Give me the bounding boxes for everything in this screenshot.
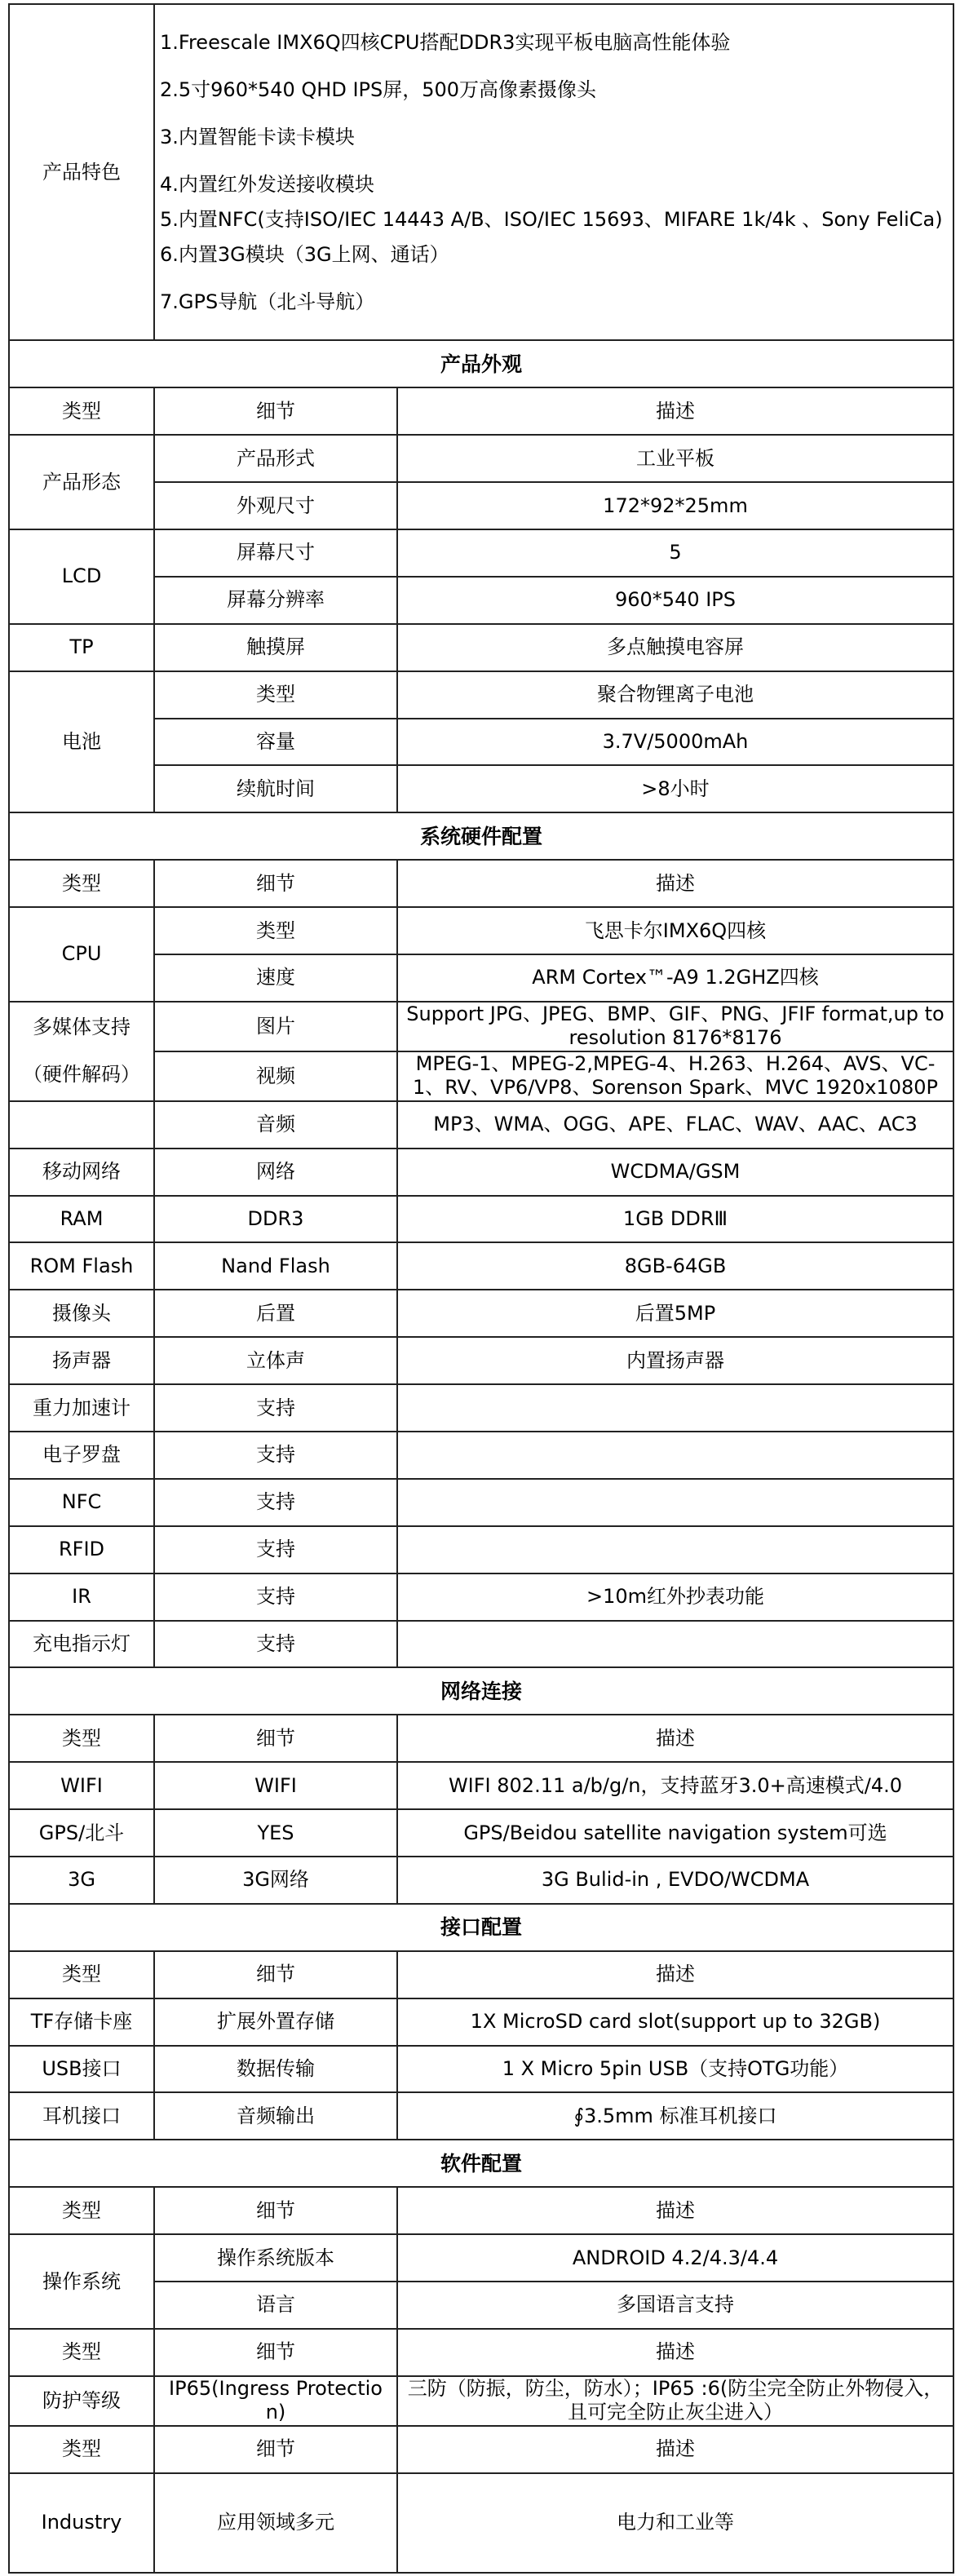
features-label: 产品特色 (9, 4, 154, 340)
desc-cell (397, 1432, 953, 1479)
features-list (154, 4, 953, 340)
desc-cell (397, 1384, 953, 1432)
type-cell: 扬声器 (9, 1337, 154, 1384)
desc-cell: ∮3.5mm 标准耳机接口 (397, 2092, 953, 2140)
detail-cell: 立体声 (154, 1337, 397, 1384)
desc-cell: 960*540 IPS (397, 577, 953, 624)
feature-item: 5.内置NFC(支持ISO/IEC 14443 A/B、ISO/IEC 15693、MIFARE 1k/4k 、Sony FeliCa) (160, 208, 943, 232)
section-row (9, 812, 953, 860)
section-row (9, 1904, 953, 1951)
table-row (9, 1526, 953, 1573)
header-desc: 描述 (397, 1715, 953, 1762)
media-type-line1: 多媒体支持 (33, 1016, 131, 1039)
feature-item: 1.Freescale IMX6Q四核CPU搭配DDR3实现平板电脑高性能体验 (160, 31, 731, 55)
table-row (9, 1002, 953, 1051)
type-cell: 重力加速计 (9, 1384, 154, 1432)
header-row (9, 1715, 953, 1762)
media-audio-spacer (9, 1101, 154, 1149)
detail-cell: 速度 (154, 954, 397, 1002)
detail-cell: 音频输出 (154, 2092, 397, 2140)
header-row (9, 1951, 953, 1998)
section-row (9, 340, 953, 387)
type-cell: WIFI (9, 1762, 154, 1809)
detail-cell: 支持 (154, 1479, 397, 1526)
header-type: 类型 (9, 387, 154, 435)
desc-cell: MPEG-1、MPEG-2,MPEG-4、H.263、H.264、AVS、VC-1、RV、VP6/VP8、Sorenson Spark、MVC 1920x1080P (397, 1051, 953, 1101)
detail-cell: 支持 (154, 1526, 397, 1573)
section-row (9, 1667, 953, 1715)
table-row (9, 1479, 953, 1526)
desc-cell: >8小时 (397, 765, 953, 812)
desc-cell: 内置扬声器 (397, 1337, 953, 1384)
spec-table (8, 3, 954, 2574)
desc-cell: 多点触摸电容屏 (397, 624, 953, 671)
desc-cell: 3.7V/5000mAh (397, 719, 953, 766)
desc-cell: 1X MicroSD card slot(support up to 32GB) (397, 1998, 953, 2046)
header-detail: 细节 (154, 2187, 397, 2234)
detail-cell: 网络 (154, 1149, 397, 1196)
detail-cell: 数据传输 (154, 2046, 397, 2093)
section-row (9, 2140, 953, 2187)
type-cell: 操作系统 (9, 2234, 154, 2329)
detail-cell: 外观尺寸 (154, 482, 397, 529)
desc-cell: 工业平板 (397, 435, 953, 482)
header-detail: 细节 (154, 2329, 397, 2376)
table-row (9, 1337, 953, 1384)
detail-cell: 支持 (154, 1384, 397, 1432)
type-cell: TP (9, 624, 154, 671)
desc-cell: 1 X Micro 5pin USB（支持OTG功能） (397, 2046, 953, 2093)
header-detail: 细节 (154, 1951, 397, 1998)
type-cell: 摄像头 (9, 1290, 154, 1337)
header-detail: 细节 (154, 2426, 397, 2473)
desc-cell: 聚合物锂离子电池 (397, 671, 953, 719)
desc-cell: 172*92*25mm (397, 482, 953, 529)
header-type: 类型 (9, 2329, 154, 2376)
header-desc: 描述 (397, 860, 953, 907)
table-row (9, 2376, 953, 2426)
section-title-interface: 接口配置 (9, 1904, 953, 1951)
detail-cell: WIFI (154, 1762, 397, 1809)
table-row (9, 529, 953, 577)
header-type: 类型 (9, 2426, 154, 2473)
table-row (9, 2092, 953, 2140)
table-row (9, 1196, 953, 1243)
section-title-software: 软件配置 (9, 2140, 953, 2187)
desc-cell: 后置5MP (397, 1290, 953, 1337)
table-row (9, 1149, 953, 1196)
desc-cell: 电力和工业等 (397, 2473, 953, 2573)
type-cell: Industry (9, 2473, 154, 2573)
detail-cell: DDR3 (154, 1196, 397, 1243)
header-row (9, 2329, 953, 2376)
desc-cell: 3G Bulid-in , EVDO/WCDMA (397, 1857, 953, 1904)
type-cell: RAM (9, 1196, 154, 1243)
type-cell (9, 1002, 154, 1101)
detail-cell: 产品形式 (154, 435, 397, 482)
desc-cell: GPS/Beidou satellite navigation system可选 (397, 1809, 953, 1857)
table-row (9, 907, 953, 954)
detail-cell: IP65(Ingress Protection) (154, 2376, 397, 2426)
table-row (9, 1857, 953, 1904)
feature-item: 2.5寸960*540 QHD IPS屏，500万高像素摄像头 (160, 78, 597, 102)
section-title-appearance: 产品外观 (9, 340, 953, 387)
type-cell: 产品形态 (9, 435, 154, 529)
features-row (9, 4, 953, 340)
type-cell: 电子罗盘 (9, 1432, 154, 1479)
desc-cell: 三防（防振，防尘，防水）；IP65 :6(防尘完全防止外物侵入，且可完全防止灰尘进入） (397, 2376, 953, 2426)
feature-item: 4.内置红外发送接收模块 (160, 173, 374, 197)
header-desc: 描述 (397, 387, 953, 435)
table-row (9, 2234, 953, 2282)
header-detail: 细节 (154, 860, 397, 907)
detail-cell: 音频 (154, 1101, 397, 1149)
header-type: 类型 (9, 860, 154, 907)
type-cell: USB接口 (9, 2046, 154, 2093)
type-cell: 电池 (9, 671, 154, 813)
header-row (9, 387, 953, 435)
header-row (9, 2426, 953, 2473)
table-row (9, 1998, 953, 2046)
detail-cell: 触摸屏 (154, 624, 397, 671)
table-row (9, 1809, 953, 1857)
media-type-line2: （硬件解码） (23, 1063, 140, 1087)
type-cell: IR (9, 1573, 154, 1621)
desc-cell: >10m红外抄表功能 (397, 1573, 953, 1621)
header-row (9, 860, 953, 907)
detail-cell: 后置 (154, 1290, 397, 1337)
desc-cell: WCDMA/GSM (397, 1149, 953, 1196)
section-title-network: 网络连接 (9, 1667, 953, 1715)
detail-cell: 视频 (154, 1051, 397, 1101)
detail-cell: 图片 (154, 1002, 397, 1051)
header-detail: 细节 (154, 1715, 397, 1762)
type-cell: 防护等级 (9, 2376, 154, 2426)
type-cell: TF存储卡座 (9, 1998, 154, 2046)
feature-item: 6.内置3G模块（3G上网、通话） (160, 243, 449, 267)
table-row (9, 2473, 953, 2573)
table-row (9, 1101, 953, 1149)
table-row (9, 1242, 953, 1290)
desc-cell: 5 (397, 529, 953, 577)
desc-cell (397, 1526, 953, 1573)
table-row (9, 435, 953, 482)
header-desc: 描述 (397, 1951, 953, 1998)
desc-cell (397, 1479, 953, 1526)
detail-cell: 类型 (154, 907, 397, 954)
header-row (9, 2187, 953, 2234)
feature-item: 7.GPS导航（北斗导航） (160, 290, 375, 314)
detail-cell: 操作系统版本 (154, 2234, 397, 2282)
type-cell: LCD (9, 529, 154, 624)
detail-cell: 应用领域多元 (154, 2473, 397, 2573)
feature-item: 3.内置智能卡读卡模块 (160, 126, 355, 149)
detail-cell: 容量 (154, 719, 397, 766)
type-cell: GPS/北斗 (9, 1809, 154, 1857)
table-row (9, 1762, 953, 1809)
detail-cell: 类型 (154, 671, 397, 719)
desc-cell: 多国语言支持 (397, 2282, 953, 2329)
header-desc: 描述 (397, 2329, 953, 2376)
desc-cell: 1GB DDRⅢ (397, 1196, 953, 1243)
desc-cell: 8GB-64GB (397, 1242, 953, 1290)
type-cell: NFC (9, 1479, 154, 1526)
desc-cell: ARM Cortex™-A9 1.2GHZ四核 (397, 954, 953, 1002)
desc-cell: ANDROID 4.2/4.3/4.4 (397, 2234, 953, 2282)
detail-cell: YES (154, 1809, 397, 1857)
detail-cell: 屏幕分辨率 (154, 577, 397, 624)
type-cell: ROM Flash (9, 1242, 154, 1290)
type-cell: 充电指示灯 (9, 1621, 154, 1668)
header-detail: 细节 (154, 387, 397, 435)
header-desc: 描述 (397, 2426, 953, 2473)
detail-cell: Nand Flash (154, 1242, 397, 1290)
table-row (9, 1384, 953, 1432)
detail-cell: 3G网络 (154, 1857, 397, 1904)
detail-cell: 扩展外置存储 (154, 1998, 397, 2046)
table-row (9, 1573, 953, 1621)
detail-cell: 支持 (154, 1621, 397, 1668)
header-type: 类型 (9, 1715, 154, 1762)
table-row (9, 624, 953, 671)
table-row (9, 2046, 953, 2093)
table-row (9, 1432, 953, 1479)
table-row (9, 1621, 953, 1668)
detail-cell: 续航时间 (154, 765, 397, 812)
desc-cell: 飞思卡尔IMX6Q四核 (397, 907, 953, 954)
type-cell: 耳机接口 (9, 2092, 154, 2140)
type-cell: 3G (9, 1857, 154, 1904)
detail-cell: 屏幕尺寸 (154, 529, 397, 577)
table-row (9, 671, 953, 719)
section-title-hardware: 系统硬件配置 (9, 812, 953, 860)
table-row (9, 1290, 953, 1337)
header-desc: 描述 (397, 2187, 953, 2234)
desc-cell: Support JPG、JPEG、BMP、GIF、PNG、JFIF format,up to resolution 8176*8176 (397, 1002, 953, 1051)
detail-cell: 支持 (154, 1573, 397, 1621)
detail-cell: 支持 (154, 1432, 397, 1479)
type-cell: RFID (9, 1526, 154, 1573)
detail-cell: 语言 (154, 2282, 397, 2329)
desc-cell: MP3、WMA、OGG、APE、FLAC、WAV、AAC、AC3 (397, 1101, 953, 1149)
header-type: 类型 (9, 2187, 154, 2234)
desc-cell (397, 1621, 953, 1668)
type-cell: CPU (9, 907, 154, 1002)
type-cell: 移动网络 (9, 1149, 154, 1196)
header-type: 类型 (9, 1951, 154, 1998)
desc-cell: WIFI 802.11 a/b/g/n，支持蓝牙3.0+高速模式/4.0 (397, 1762, 953, 1809)
